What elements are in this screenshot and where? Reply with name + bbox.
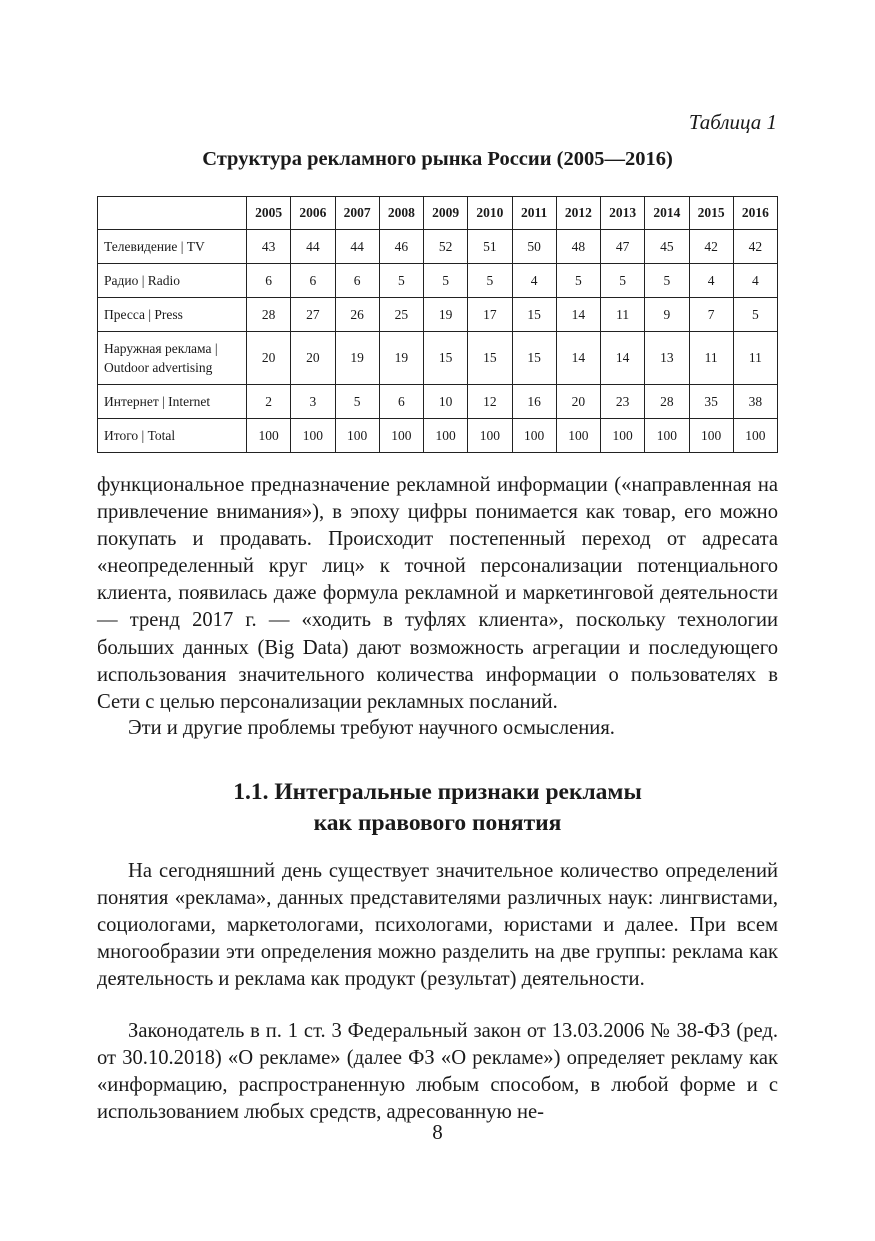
table-cell: 45 bbox=[645, 230, 689, 264]
table-cell: 38 bbox=[733, 385, 777, 419]
row-label bbox=[98, 332, 247, 385]
row-label: Телевидение | TV bbox=[98, 230, 247, 264]
paragraph-2: Эти и другие проблемы требуют научного осмысления. bbox=[128, 717, 615, 739]
table-cell: 50 bbox=[512, 230, 556, 264]
table-cell: 51 bbox=[468, 230, 512, 264]
table-cell: 11 bbox=[689, 332, 733, 385]
year-header: 2015 bbox=[689, 197, 733, 230]
table-row-total bbox=[98, 419, 778, 453]
table-cell: 11 bbox=[733, 332, 777, 385]
table-cell: 7 bbox=[689, 298, 733, 332]
table-cell: 2 bbox=[247, 385, 291, 419]
table-cell: 14 bbox=[556, 298, 600, 332]
table-row-internet bbox=[98, 385, 778, 419]
table-cell: 12 bbox=[468, 385, 512, 419]
table-cell: 42 bbox=[689, 230, 733, 264]
table-cell: 5 bbox=[645, 264, 689, 298]
table-cell: 5 bbox=[733, 298, 777, 332]
table-cell: 6 bbox=[335, 264, 379, 298]
advertising-market-table bbox=[97, 196, 778, 453]
section-heading-line2: как правового понятия bbox=[313, 810, 562, 836]
table-row-outdoor bbox=[98, 332, 778, 385]
table-cell: 44 bbox=[291, 230, 335, 264]
table-cell: 4 bbox=[512, 264, 556, 298]
table-cell: 42 bbox=[733, 230, 777, 264]
table-cell: 43 bbox=[247, 230, 291, 264]
table-cell: 23 bbox=[601, 385, 645, 419]
table-row-radio bbox=[98, 264, 778, 298]
section-heading-line1: 1.1. Интегральные признаки рекламы bbox=[233, 779, 642, 805]
table-cell: 100 bbox=[424, 419, 468, 453]
table-row-press bbox=[98, 298, 778, 332]
table-cell: 20 bbox=[556, 385, 600, 419]
year-header: 2006 bbox=[291, 197, 335, 230]
table-cell: 15 bbox=[512, 298, 556, 332]
table-cell: 100 bbox=[291, 419, 335, 453]
table-cell: 14 bbox=[556, 332, 600, 385]
table-cell: 35 bbox=[689, 385, 733, 419]
table-cell: 26 bbox=[335, 298, 379, 332]
table-cell: 3 bbox=[291, 385, 335, 419]
table-cell: 11 bbox=[601, 298, 645, 332]
table-cell: 100 bbox=[468, 419, 512, 453]
table-cell: 100 bbox=[379, 419, 423, 453]
table-cell: 10 bbox=[424, 385, 468, 419]
row-label-line1: Наружная реклама | bbox=[104, 341, 218, 356]
table-cell: 15 bbox=[424, 332, 468, 385]
table-header-row bbox=[98, 197, 778, 230]
table-cell: 9 bbox=[645, 298, 689, 332]
table-cell: 5 bbox=[335, 385, 379, 419]
table-cell: 19 bbox=[424, 298, 468, 332]
table-cell: 5 bbox=[379, 264, 423, 298]
table-title: Структура рекламного рынка России (2005—2016) bbox=[202, 148, 673, 170]
year-header: 2011 bbox=[512, 197, 556, 230]
table-cell: 25 bbox=[379, 298, 423, 332]
table-cell: 28 bbox=[247, 298, 291, 332]
table-cell: 100 bbox=[733, 419, 777, 453]
table-cell: 47 bbox=[601, 230, 645, 264]
year-header: 2016 bbox=[733, 197, 777, 230]
table-cell: 5 bbox=[424, 264, 468, 298]
table-cell: 28 bbox=[645, 385, 689, 419]
year-header: 2013 bbox=[601, 197, 645, 230]
row-label: Интернет | Internet bbox=[98, 385, 247, 419]
table-cell: 16 bbox=[512, 385, 556, 419]
table-cell: 4 bbox=[733, 264, 777, 298]
table-cell: 15 bbox=[468, 332, 512, 385]
table-cell: 100 bbox=[556, 419, 600, 453]
table-label: Таблица 1 bbox=[688, 110, 777, 134]
table-row-tv bbox=[98, 230, 778, 264]
table-cell: 5 bbox=[556, 264, 600, 298]
year-header: 2014 bbox=[645, 197, 689, 230]
table-cell: 100 bbox=[601, 419, 645, 453]
section-heading bbox=[0, 777, 875, 839]
year-header: 2005 bbox=[247, 197, 291, 230]
table-cell: 6 bbox=[291, 264, 335, 298]
paragraph-1: функциональное предназначение рекламной информации («направленная на привлечение внимания»), в эпоху цифры понимается как товар, его можно покупать и продавать. Происходит постепенный переход от адресата «неопределенный круг лиц» к точной персонализации потенциального клиента, появилась даже формула рекламной и маркетинговой деятельности — тренд 2017 г. — «ходить в туфлях клиента», поскольку технологии больших данных (Big Data) дают возможность агрегации и последующего использования значительного количества информации о пользователях в Сети с целью персонализации рекламных посланий. bbox=[97, 474, 778, 713]
year-header: 2008 bbox=[379, 197, 423, 230]
table-cell: 6 bbox=[379, 385, 423, 419]
table-header-empty bbox=[98, 197, 247, 230]
year-header: 2009 bbox=[424, 197, 468, 230]
row-label: Радио | Radio bbox=[98, 264, 247, 298]
row-label-line2: Outdoor advertising bbox=[104, 360, 213, 375]
table-cell: 5 bbox=[468, 264, 512, 298]
table-cell: 46 bbox=[379, 230, 423, 264]
table-cell: 5 bbox=[601, 264, 645, 298]
table-cell: 100 bbox=[689, 419, 733, 453]
table-cell: 44 bbox=[335, 230, 379, 264]
row-label: Итого | Total bbox=[98, 419, 247, 453]
table-cell: 19 bbox=[379, 332, 423, 385]
table-cell: 19 bbox=[335, 332, 379, 385]
year-header: 2010 bbox=[468, 197, 512, 230]
table-cell: 20 bbox=[291, 332, 335, 385]
paragraph-4: Законодатель в п. 1 ст. 3 Федеральный закон от 13.03.2006 № 38-ФЗ (ред. от 30.10.2018) «О рекламе» (далее ФЗ «О рекламе») определяет рекламу как «информацию, распространенную любым способом, в любой форме и с использованием любых средств, адресованную не- bbox=[97, 1020, 778, 1124]
table-cell: 13 bbox=[645, 332, 689, 385]
table-cell: 27 bbox=[291, 298, 335, 332]
table-cell: 100 bbox=[512, 419, 556, 453]
table-cell: 6 bbox=[247, 264, 291, 298]
year-header: 2007 bbox=[335, 197, 379, 230]
page-number: 8 bbox=[432, 1120, 443, 1144]
table-cell: 100 bbox=[645, 419, 689, 453]
table-cell: 100 bbox=[247, 419, 291, 453]
table-cell: 52 bbox=[424, 230, 468, 264]
table-cell: 15 bbox=[512, 332, 556, 385]
table-cell: 48 bbox=[556, 230, 600, 264]
paragraph-3: На сегодняшний день существует значительное количество определений понятия «реклама», данных представителями различных наук: лингвистами, социологами, маркетологами, психологами, юристами и далее. При всем многообразии эти определения можно разделить на две группы: реклама как деятельность и реклама как продукт (результат) деятельности. bbox=[97, 860, 778, 991]
table-cell: 20 bbox=[247, 332, 291, 385]
table-cell: 14 bbox=[601, 332, 645, 385]
table-cell: 4 bbox=[689, 264, 733, 298]
table-cell: 17 bbox=[468, 298, 512, 332]
row-label: Пресса | Press bbox=[98, 298, 247, 332]
table-cell: 100 bbox=[335, 419, 379, 453]
year-header: 2012 bbox=[556, 197, 600, 230]
